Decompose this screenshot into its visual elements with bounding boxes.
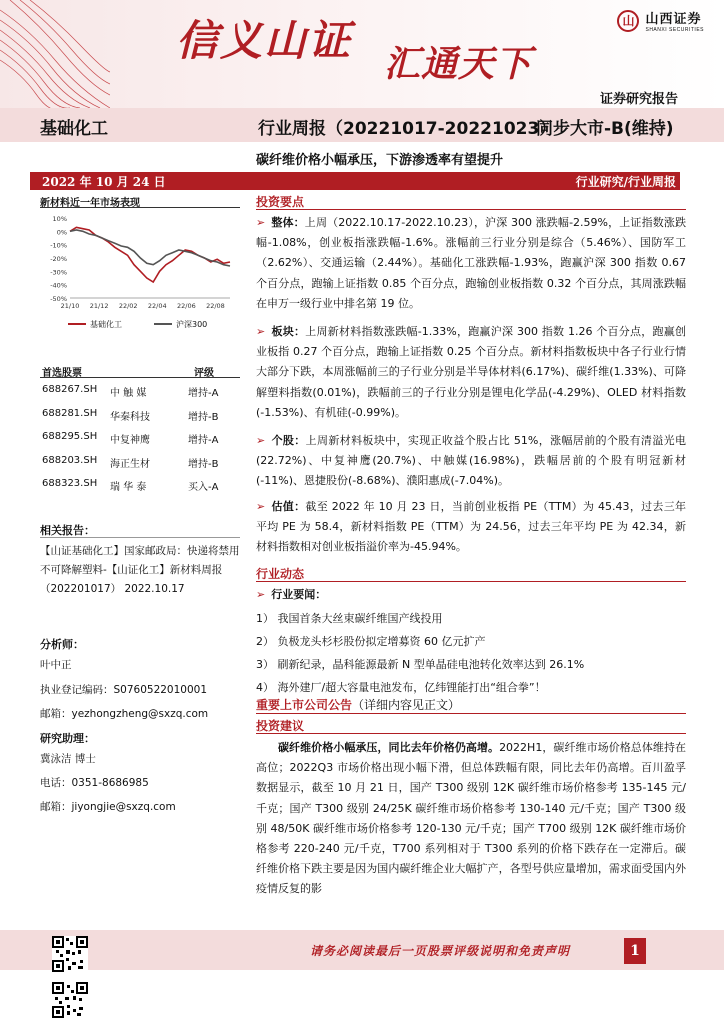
- slogan-right: 汇通天下: [384, 44, 533, 85]
- stock-text: 上周新材料板块中，实现正收益个股占比 51%，涨幅居前的个股有清溢光电(22.72%)、中复神鹰(20.7%)、中触媒(16.98%)，跌幅居前的个股有明冠新材(-11%)、恩捷股份(-8.68%)、濮阳惠成(-7.04%)。: [256, 434, 687, 488]
- assistant-phone: 电话：0351-8686985: [40, 777, 149, 789]
- related-report-link[interactable]: 【山证基础化工】国家邮政局：快递将禁用不可降解塑料-【山证化工】新材料周报（202201017） 2022.10.17: [40, 545, 240, 595]
- report-subtitle: 碳纤维价格小幅承压，下游渗透率有望提升: [256, 153, 504, 168]
- section-industry-news: 行业动态: [256, 567, 305, 581]
- stock-rating: 增持-A: [188, 388, 219, 399]
- stock-name: 中 触 媒: [110, 388, 147, 399]
- section-company-announcements: 重要上市公司公告（详细内容见正文）: [256, 698, 461, 712]
- chart-divider: [40, 207, 240, 208]
- logo-cn: 山西证券: [645, 12, 702, 27]
- section-divider: [256, 713, 686, 714]
- analyst-name: 叶中正: [40, 659, 72, 671]
- analyst-heading: 分析师：: [40, 638, 84, 651]
- news-item: 3） 刷新纪录，晶科能源最新 N 型单晶硅电池转化效率达到 26.1%: [256, 658, 585, 671]
- x-tick-label: 21/12: [89, 302, 109, 310]
- report-category: 行业研究/行业周报: [575, 175, 676, 189]
- assistant-name: 冀泳洁 博士: [40, 753, 96, 765]
- x-tick-label: 21/10: [60, 302, 80, 310]
- stock-code: 688323.SH: [42, 478, 98, 489]
- table-row: [40, 404, 240, 426]
- table-row: [40, 474, 240, 496]
- stock-rating: 增持-B: [188, 411, 219, 423]
- x-tick-label: 22/02: [118, 302, 138, 310]
- stocks-table-header: [40, 360, 240, 378]
- valuation-paragraph: [256, 497, 686, 558]
- y-tick-label: -20%: [50, 255, 67, 263]
- stock-rating: 增持-A: [188, 435, 219, 446]
- news-item: 1） 我国首条大丝束碳纤维国产线投用: [256, 612, 443, 625]
- arrow-icon: ➢: [256, 500, 266, 513]
- advice-paragraph: [256, 738, 686, 900]
- x-tick-label: 22/04: [147, 302, 167, 310]
- stock-code: 688295.SH: [42, 431, 98, 442]
- news-item: 2） 负极龙头杉杉股份拟定增募资 60 亿元扩产: [256, 635, 486, 648]
- stocks-header-rating: 评级: [194, 368, 214, 379]
- qr-code-icon: [52, 982, 88, 1018]
- analyst-license: 执业登记编码：S0760522010001: [40, 684, 208, 696]
- disclaimer-notice: 请务必阅读最后一页股票评级说明和免责声明: [310, 944, 571, 958]
- weekly-title: 行业周报（20221017-20221023）: [258, 119, 557, 139]
- arrow-icon: ➢: [256, 216, 266, 229]
- sector-label: 板块：: [271, 325, 306, 338]
- arrow-icon: ➢: [256, 434, 266, 447]
- chart-title: 新材料近一年市场表现: [40, 198, 140, 209]
- stocks-header-pick: 首选股票: [42, 368, 82, 379]
- section-divider: [256, 581, 686, 582]
- page-number: 1: [624, 938, 646, 964]
- legend-label: 基础化工: [90, 320, 122, 329]
- y-tick-label: -30%: [50, 268, 67, 277]
- market-performance-chart: [30, 210, 240, 340]
- table-row: [40, 380, 240, 402]
- company-logo: [617, 8, 704, 33]
- industry-name: 基础化工: [40, 119, 108, 139]
- overall-paragraph: [256, 213, 686, 314]
- stock-name: 中复神鹰: [110, 435, 150, 446]
- overall-text: 上周（2022.10.17-2022.10.23），沪深 300 涨跌幅-2.59%，上证指数涨跌幅-1.08%，创业板指涨跌幅-1.6%。涨幅前三行业分别是综合（5.46%）、国防军工（2.62%）、交通运输（2.44%）。基础化工涨跌幅-1.93%，跑赢沪深 300 指数 0.67 个百分点，跑输上证指数 0.85 个百分点，跑输创业板指数 0.32 个百分点，其周涨跌幅在申万一级行业中排名第 19 位。: [256, 216, 686, 310]
- stock-code: 688281.SH: [42, 407, 98, 419]
- valuation-label: 估值：: [271, 500, 306, 513]
- section-investment-advice: 投资建议: [256, 719, 305, 733]
- advice-text: 2022H1，碳纤维市场价格总体维持在高位；2022Q3 市场价格出现小幅下滑，但总体跌幅有限，同比去年仍高增。百川盈孚数据显示，截至 10 月 21 日，国产 T300 级别 12K 碳纤维市场价格参考 135-145 元/千克；国产 T300 级别 24/25K 碳纤维市场价格参考 130-140 元/千克；国产 T300 级别 48/50K 碳纤维市场价格参考 120-130 元/千克；国产 T700 级别 12K 碳纤维市场价格参考 220-240 元/千克，T700 系列相对于 T300 系列的价格下跌存在一定滞后。碳纤维价格下跌主要是因为国内碳纤维企业大幅扩产，各型号供应量增加，需求面受国内外疫情反复的影: [256, 741, 687, 896]
- related-divider: [40, 537, 240, 538]
- valuation-text: 截至 2022 年 10 月 23 日，当前创业板指 PE（TTM）为 45.43，过去三年平均 PE 为 58.4，新材料指数 PE（TTM）为 24.56，过去三年平均 PE 为 42.34，新材料指数相对创业板指溢价率为-45.94%。: [256, 500, 686, 554]
- assistant-email[interactable]: 邮箱：jiyongjie@sxzq.com: [40, 801, 176, 813]
- stock-paragraph: [256, 431, 686, 492]
- overall-label: 整体：: [271, 216, 305, 229]
- section-divider: [256, 733, 686, 734]
- x-tick-label: 22/06: [176, 302, 196, 310]
- assistant-heading: 研究助理：: [40, 732, 95, 745]
- stock-code: 688203.SH: [42, 454, 98, 466]
- series-line-csi300: [70, 230, 230, 266]
- header-banner: [0, 0, 724, 108]
- stock-name: 华秦科技: [110, 411, 150, 423]
- arrow-icon: ➢: [256, 588, 266, 601]
- slogan-left: 信义山证: [176, 16, 353, 65]
- legend-label: 沪深300: [176, 320, 208, 329]
- stock-name: 海正生材: [110, 458, 150, 470]
- logo-mark-icon: 山: [617, 10, 639, 32]
- wave-pattern-icon: [0, 0, 110, 108]
- y-tick-label: -50%: [50, 295, 67, 303]
- sector-text: 上周新材料指数涨跌幅-1.33%，跑赢沪深 300 指数 1.26 个百分点，跑赢创业板指 0.27 个百分点，跑输上证指数 0.25 个百分点。新材料指数板块中各子行业行情大部分下跌，本周涨幅前三的子行业分别是半导体材料(6.17%)、碳纤维(1.33%)、可降解塑料指数(0.01%)，跌幅前三的子行业分别是锂电化学品(-4.29%)、OLED 材料指数(-1.53%)、有机硅(-0.99%)。: [256, 325, 687, 419]
- news-item: 4） 海外建厂/超大容量电池发布，亿纬锂能打出“组合拳”！: [256, 681, 546, 694]
- logo-en: SHANXI SECURITIES: [645, 27, 704, 33]
- report-date: 2022 年 10 月 24 日: [42, 175, 166, 189]
- stock-code: 688267.SH: [42, 384, 98, 395]
- stock-rating: 增持-B: [188, 458, 219, 470]
- x-tick-label: 22/08: [206, 302, 225, 310]
- news-heading: ➢ 行业要闻：: [256, 588, 327, 601]
- industry-rating: 同步大市-B(维持): [536, 119, 674, 139]
- table-row: [40, 427, 240, 449]
- section-investment-highlights: 投资要点: [256, 195, 305, 209]
- table-row: [40, 451, 240, 473]
- section-divider: [256, 209, 686, 210]
- advice-lead: 碳纤维价格小幅承压，同比去年价格仍高增。: [278, 741, 500, 754]
- y-tick-label: -10%: [50, 241, 67, 250]
- report-type: 证券研究报告: [599, 92, 678, 107]
- arrow-icon: ➢: [256, 325, 266, 338]
- y-tick-label: -40%: [50, 281, 67, 290]
- qr-code-icon: [52, 936, 88, 972]
- related-heading: 相关报告：: [40, 524, 95, 537]
- stock-name: 瑞 华 泰: [110, 482, 147, 493]
- y-tick-label: 0%: [56, 228, 67, 237]
- sector-paragraph: [256, 322, 686, 423]
- y-tick-label: 10%: [52, 215, 67, 223]
- analyst-email[interactable]: 邮箱：yezhongzheng@sxzq.com: [40, 708, 209, 720]
- stock-rating: 买入-A: [188, 482, 219, 493]
- stock-label: 个股：: [271, 434, 306, 447]
